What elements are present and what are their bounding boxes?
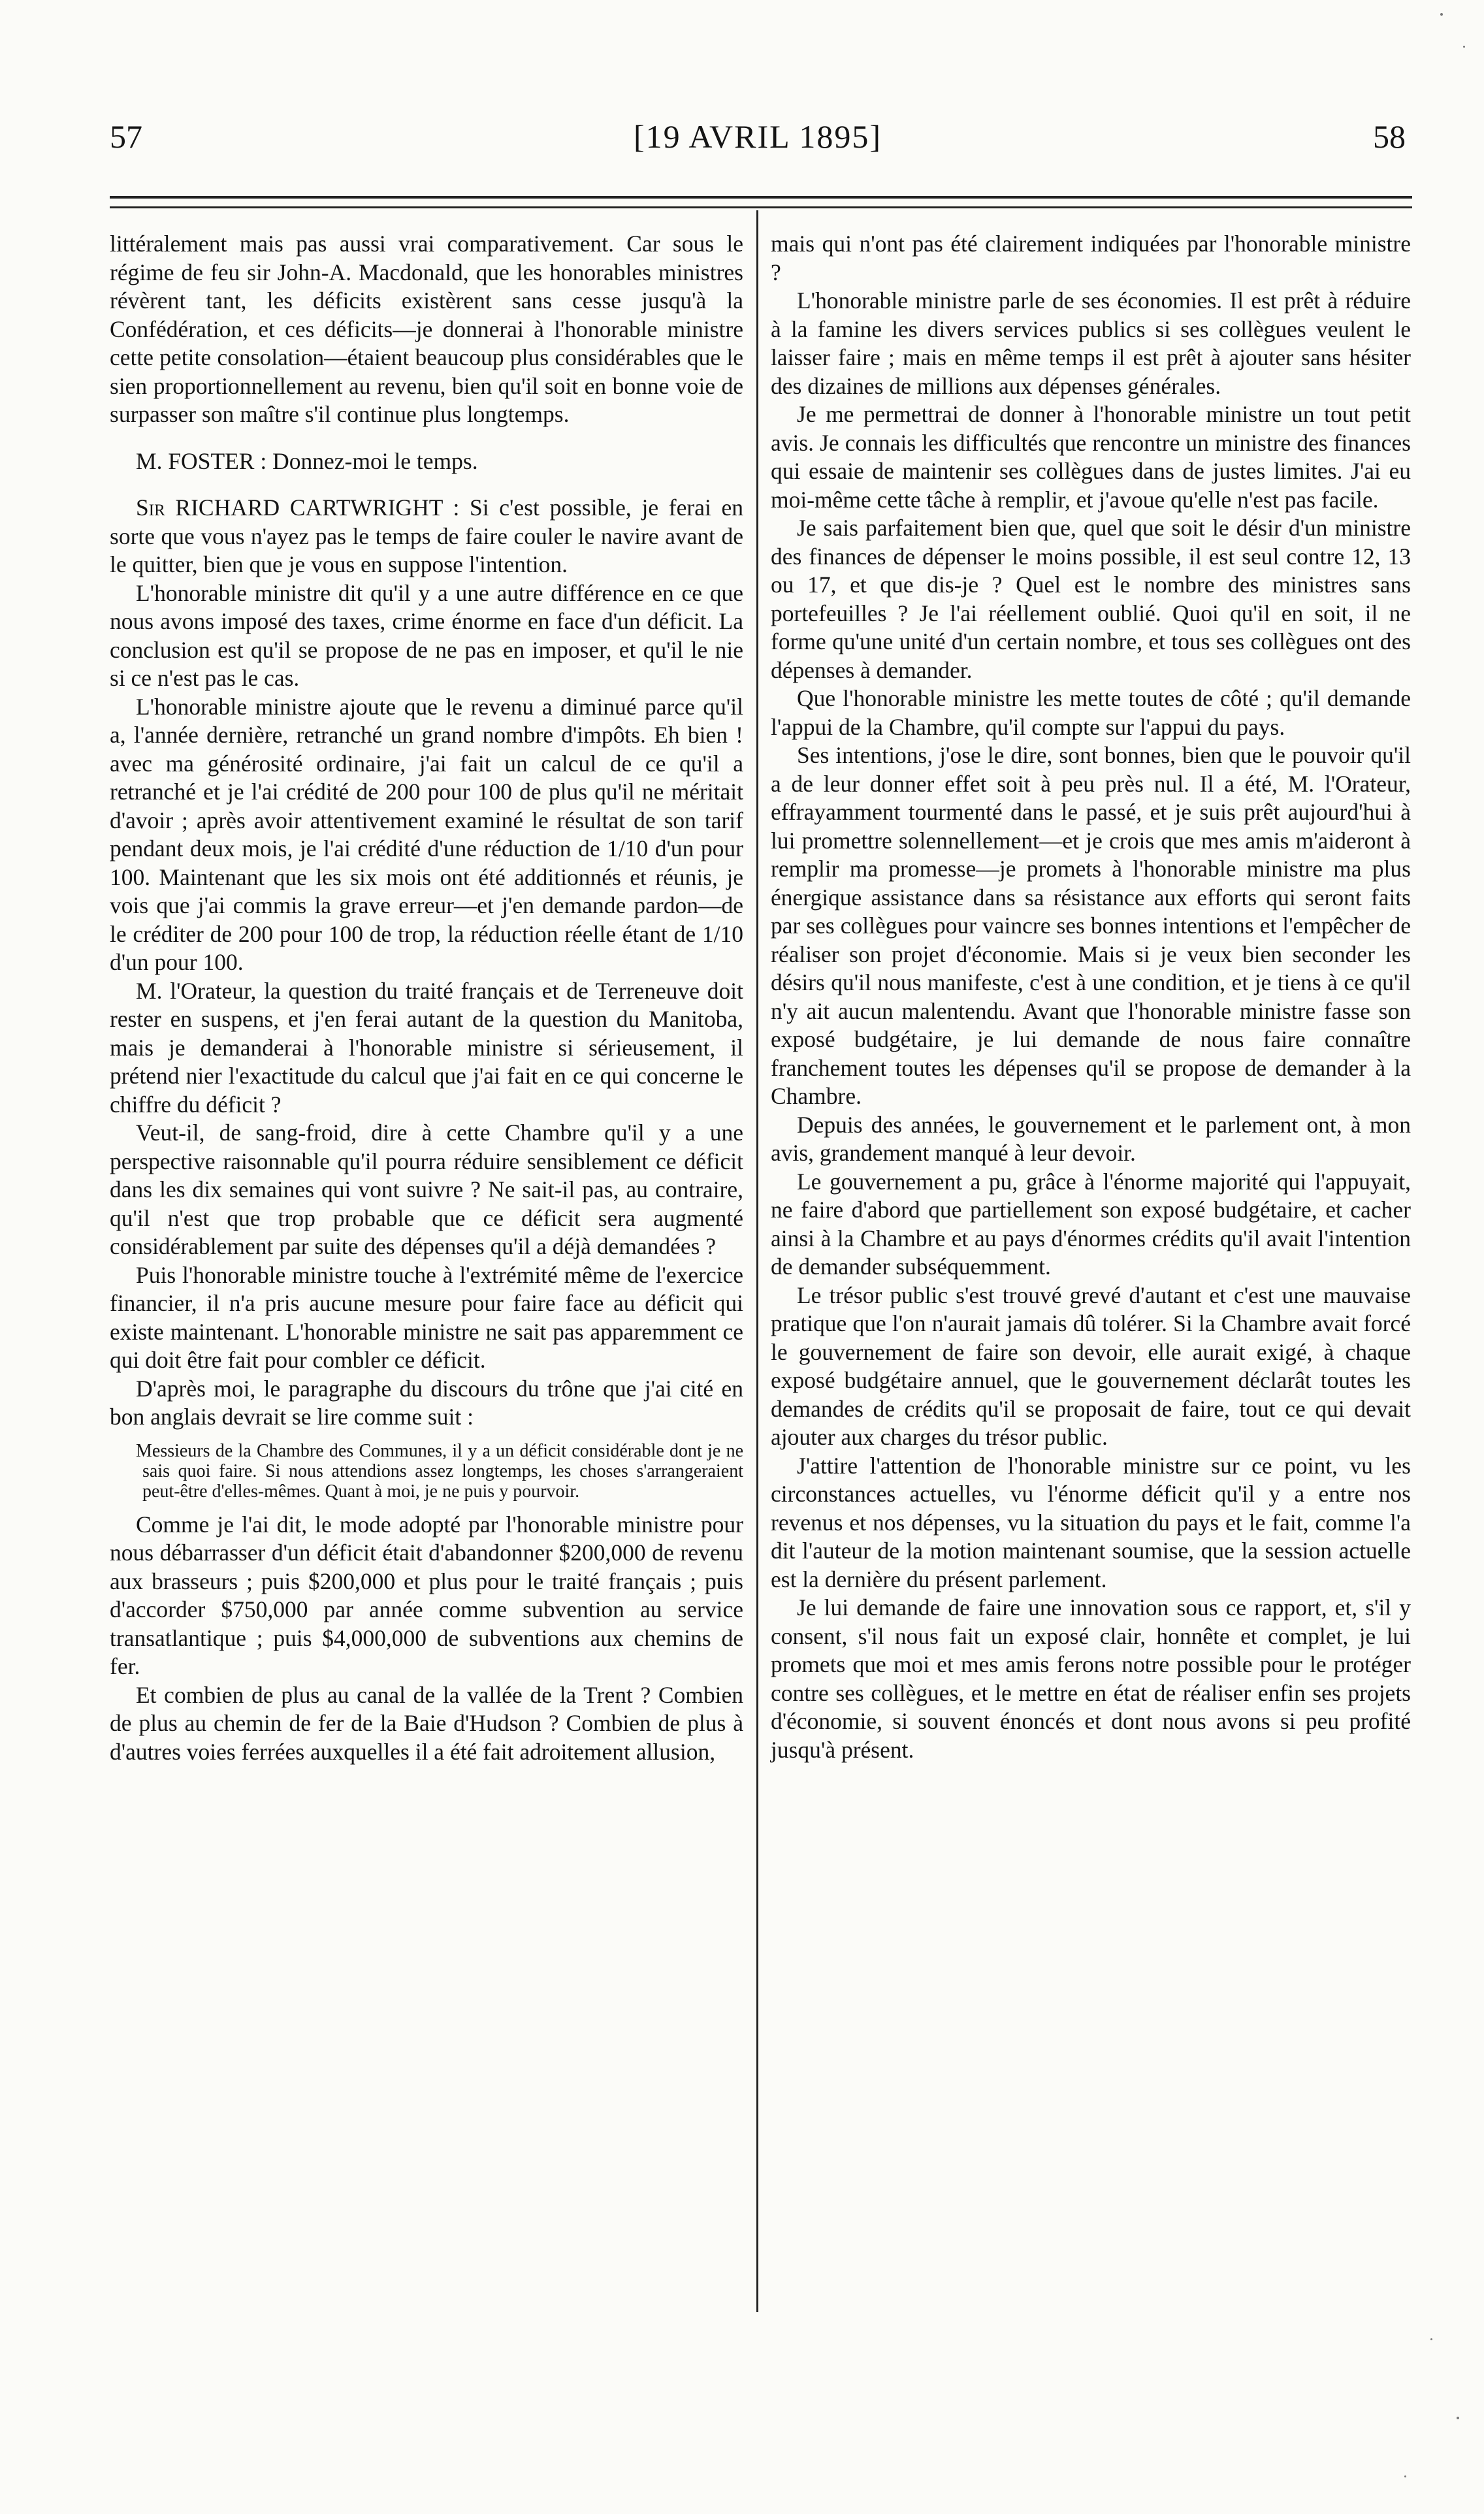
speaker-name: Sir RICHARD CARTWRIGHT :: [136, 494, 460, 521]
paragraph: Comme je l'ai dit, le mode adopté par l'honorable ministre pour nous débarrasser d'un déficit était d'abandonner $200,000 de revenu aux brasseurs ; puis $200,000 et plus pour le traité français ; puis d'accorder $750,000 par année comme subvention au service transatlantique ; puis $4,000,000 de subventions aux chemins de fer.: [110, 1511, 743, 1679]
paragraph: M. l'Orateur, la question du traité français et de Terreneuve doit rester en suspens, et j'en ferai autant de la question du Manitoba, mais je demanderai à l'honorable ministre si sérieusement, il prétend nier l'exactitude du calcul que j'ai fait en ce qui concerne le chiffre du déficit ?: [110, 977, 743, 1118]
page-number-right: 58: [1373, 118, 1406, 155]
paragraph: L'honorable ministre parle de ses économies. Il est prêt à réduire à la famine les divers services publics si ses collègues veulent le laisser faire ; mais en même temps il est prêt à ajouter sans hésiter des dizaines de millions aux dépenses générales.: [771, 287, 1411, 399]
column-divider: [756, 210, 758, 2312]
paragraph: Et combien de plus au canal de la vallée de la Trent ? Combien de plus au chemin de fer de la Baie d'Hudson ? Combien de plus à d'autres voies ferrées auxquelles il a été fait adroitement allusion,: [110, 1681, 743, 1765]
paragraph: Veut-il, de sang-froid, dire à cette Chambre qu'il y a une perspective raisonnable qu'il pourra réduire sensiblement ce déficit dans les dix semaines qui vont suivre ? Ne sait-il pas, au contraire, qu'il n'est que trop probable que ce déficit sera augmenté considérablement par suite des dépenses qu'il a déjà demandées ?: [110, 1120, 743, 1259]
paragraph: Je me permettrai de donner à l'honorable ministre un tout petit avis. Je connais les difficultés que rencontre un ministre des finances qui essaie de maintenir ses collègues dans de justes limites. J'ai eu moi-même cette tâche à remplir, et j'avoue qu'elle n'est pas facile.: [771, 401, 1411, 513]
left-column: [110, 230, 743, 1766]
speaker-name: M. FOSTER :: [136, 447, 267, 474]
paragraph: mais qui n'ont pas été clairement indiquées par l'honorable ministre ?: [771, 231, 1411, 285]
paragraph: Puis l'honorable ministre touche à l'extrémité même de l'exercice financier, il n'a pris aucune mesure pour faire face au déficit qui existe maintenant. L'honorable ministre ne sait pas apparemment ce qui doit être fait pour combler ce déficit.: [110, 1261, 743, 1373]
paragraph: Le gouvernement a pu, grâce à l'énorme majorité qui l'appuyait, ne faire d'abord que partiellement son exposé budgétaire, et cacher ainsi à la Chambre et au pays d'énormes crédits qu'il avait l'intention de demander subséquemment.: [771, 1168, 1411, 1280]
paragraph: L'honorable ministre dit qu'il y a une autre différence en ce que nous avons imposé des taxes, crime énorme en face d'un déficit. La conclusion est qu'il se propose de ne pas en imposer, et qu'il le nie si ce n'est pas le cas.: [110, 579, 743, 691]
speaker-paragraph: [110, 494, 743, 579]
paragraph: Que l'honorable ministre les mette toutes de côté ; qu'il demande l'appui de la Chambre, qu'il compte sur l'appui du pays.: [771, 685, 1411, 740]
paragraph: J'attire l'attention de l'honorable ministre sur ce point, vu les circonstances actuelles, vu l'énorme déficit qu'il y a entre nos revenus et nos dépenses, vu la situation du pays et le fait, comme l'a dit l'auteur de la motion maintenant soumise, que la session actuelle est la dernière du présent parlement.: [771, 1452, 1411, 1592]
page-number-left: 57: [110, 118, 142, 155]
paragraph: Depuis des années, le gouvernement et le parlement ont, à mon avis, grandement manqué à leur devoir.: [771, 1111, 1411, 1166]
header-date: [19 AVRIL 1895]: [634, 118, 882, 155]
paragraph: Je sais parfaitement bien que, quel que soit le désir d'un ministre des finances de dépenser le moins possible, il est seul contre 12, 13 ou 17, et que dis-je ? Quel est le nombre des ministres sans portefeuilles ? Je l'ai réellement oublié. Quoi qu'il en soit, il ne forme qu'une unité d'un certain nombre, et tous ses collègues ont des dépenses à demander.: [771, 515, 1411, 683]
scan-speck: [1457, 2417, 1459, 2419]
scan-speck: [1404, 2475, 1406, 2477]
page-header: [110, 118, 1406, 170]
scan-speck: [1463, 46, 1465, 48]
header-rule-bottom: [110, 206, 1412, 208]
paragraph: Je lui demande de faire une innovation sous ce rapport, et, s'il y consent, s'il nous fait un exposé clair, honnête et complet, je lui promets que moi et mes amis ferons notre possible pour le protéger contre ses collègues, et le mettre en état de réaliser enfin ses projets d'économie, si souvent énoncés et dont nous avons si peu profité jusqu'à présent.: [771, 1594, 1411, 1763]
speech-text: Donnez-moi le temps.: [266, 447, 478, 474]
speaker-paragraph: [110, 447, 743, 476]
scan-speck: [1430, 2338, 1432, 2340]
header-rule-top: [110, 196, 1412, 199]
paragraph: D'après moi, le paragraphe du discours du trône que j'ai cité en bon anglais devrait se lire comme suit :: [110, 1375, 743, 1430]
paragraph: L'honorable ministre ajoute que le revenu a diminué parce qu'il a, l'année dernière, retranché un grand nombre d'impôts. Eh bien ! avec ma générosité ordinaire, j'ai fait un calcul de ce qu'il a retranché et je l'ai crédité de 200 pour 100 de plus qu'il ne méritait d'avoir ; après avoir attentivement examiné le résultat de son tarif pendant deux mois, je l'ai crédité d'une réduction de 1/10 d'un pour 100. Maintenant que les six mois ont été additionnés et réunis, je vois que j'ai commis la grave erreur—et j'en demande pardon—de le créditer de 200 pour 100 de trop, la réduction réelle étant de 1/10 d'un pour 100.: [110, 693, 743, 975]
right-column: [771, 230, 1411, 1764]
speech-text: Si c'est possible, je ferai en sorte que vous n'ayez pas le temps de faire couler le navire avant de le quitter, bien que je vous en suppose l'intention.: [110, 494, 744, 577]
paragraph: Le trésor public s'est trouvé grevé d'autant et c'est une mauvaise pratique que l'on n'aurait jamais dû tolérer. Si la Chambre avait forcé le gouvernement de faire son devoir, elle aurait exigé, à chaque exposé budgétaire annuel, que le gouvernement déclarât toutes les demandes de crédits qu'il se proposait de faire, tout ce qui devait ajouter aux charges du trésor public.: [771, 1281, 1411, 1450]
scan-speck: [1440, 13, 1443, 16]
block-quote: Messieurs de la Chambre des Communes, il y a un déficit considérable dont je ne sais quoi faire. Si nous attendions assez longtemps, les choses s'arrangeraient peut-être d'elles-mêmes. Quant à moi, je ne puis y pourvoir.: [136, 1440, 743, 1502]
paragraph: littéralement mais pas aussi vrai comparativement. Car sous le régime de feu sir John-A. Macdonald, que les honorables ministres révèrent tant, les déficits existèrent sans cesse jusqu'à la Confédération, et ces déficits—je donnerai à l'honorable ministre cette petite consolation—étaient beaucoup plus considérables que le sien proportionnellement au revenu, bien qu'il soit en bonne voie de surpasser son maître s'il continue plus longtemps.: [110, 231, 743, 427]
paragraph: Ses intentions, j'ose le dire, sont bonnes, bien que le pouvoir qu'il a de leur donner effet soit à peu près nul. Il a été, M. l'Orateur, effrayamment tourmenté dans le passé, et je suis prêt aujourd'hui à lui promettre solennellement—et je crois que mes amis m'aideront à remplir ma promesse—je promets à l'honorable ministre ma plus énergique assistance dans sa résistance aux efforts qui seront faits par ses collègues pour vaincre ses bonnes intentions et l'empêcher de réaliser son projet d'économie. Mais si je veux bien seconder les désirs qu'il nous manifeste, c'est à une condition, et je tiens à ce qu'il n'y ait aucun malentendu. Avant que l'honorable ministre fasse son exposé budgétaire, je lui demande de nous faire connaître franchement toutes les dépenses qu'il se propose de demander à la Chambre.: [771, 742, 1411, 1109]
